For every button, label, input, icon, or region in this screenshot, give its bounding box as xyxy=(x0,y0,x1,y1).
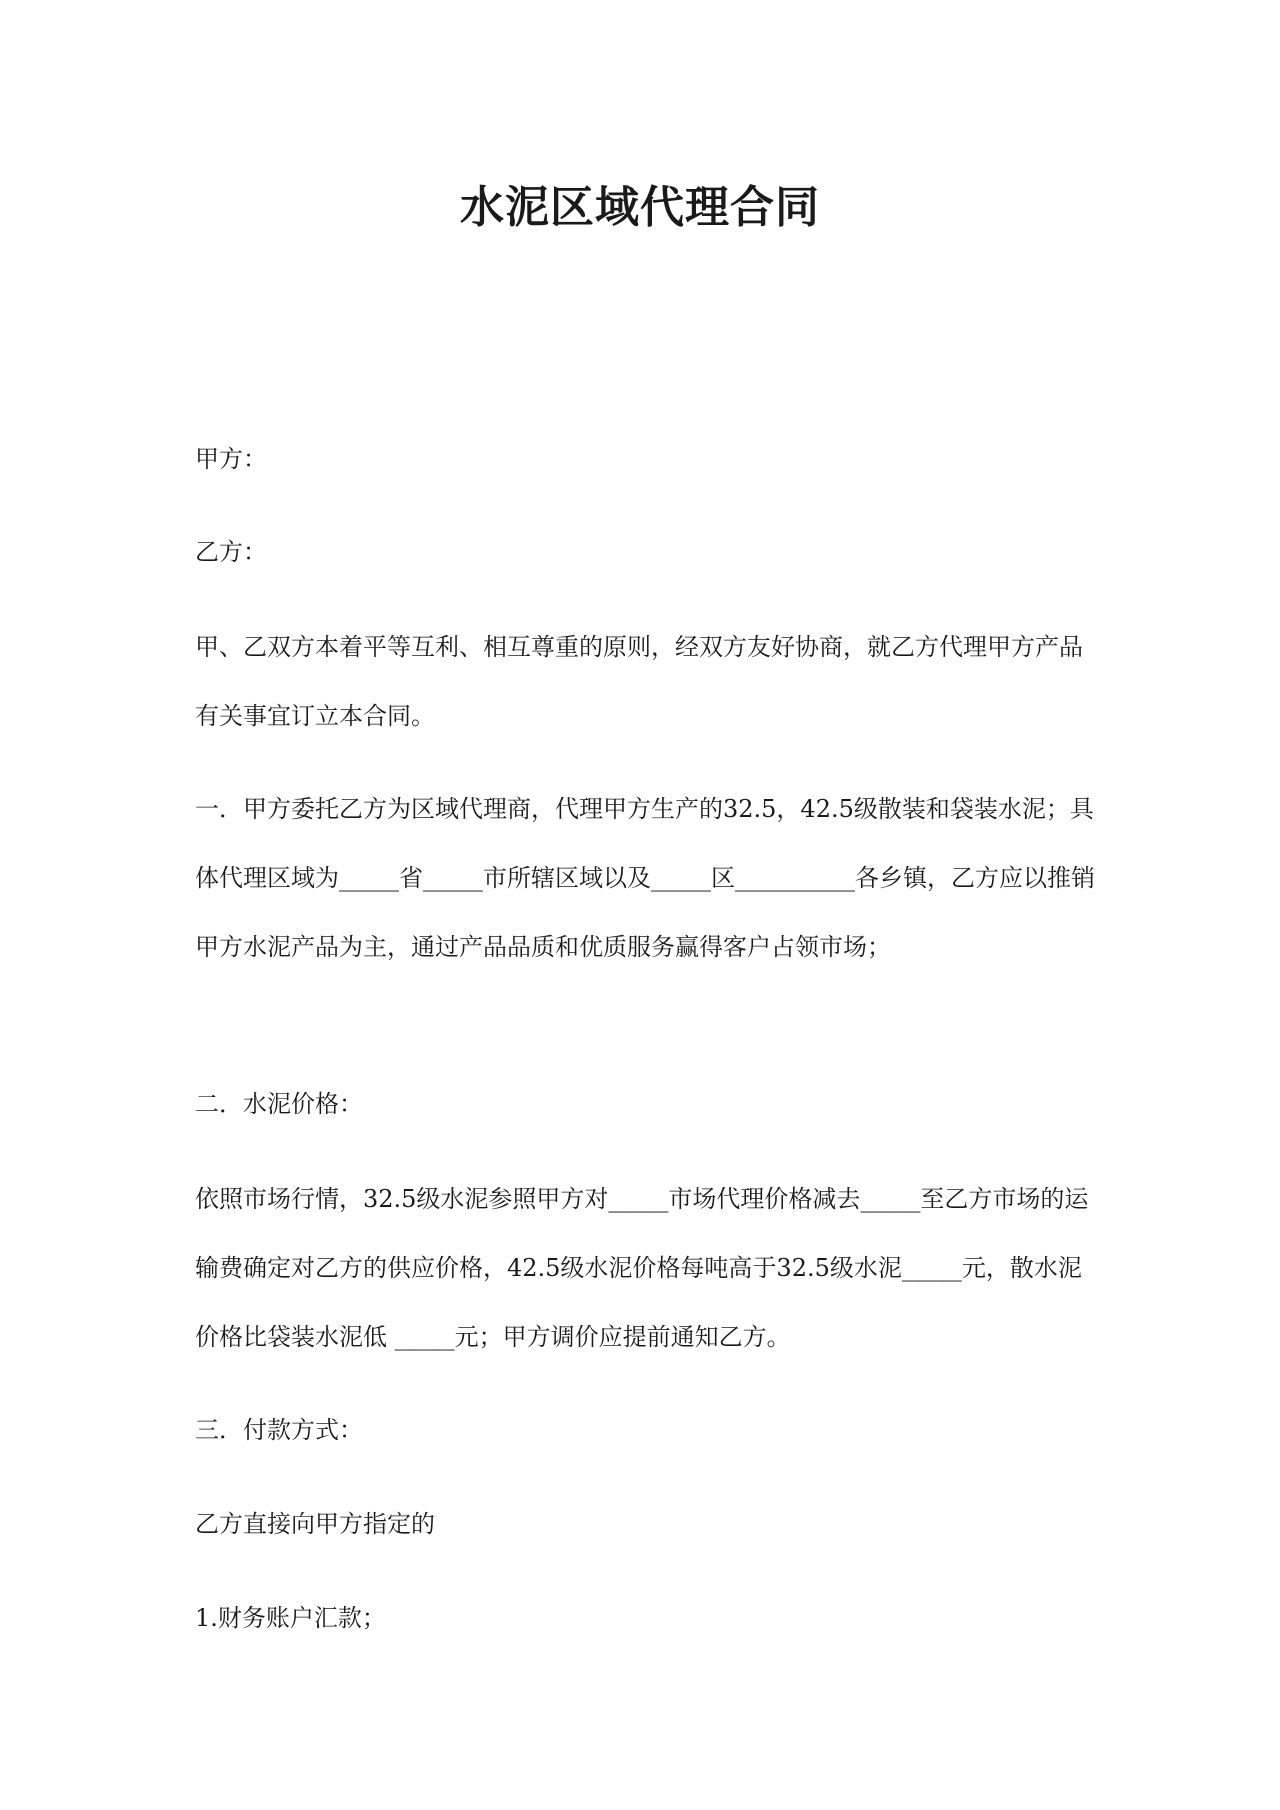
clause-3-heading: 三．付款方式： xyxy=(195,1416,363,1444)
clause-3-intro: 乙方直接向甲方指定的 xyxy=(195,1510,435,1538)
clause-1-paragraph: 一．甲方委托乙方为区域代理商，代理甲方生产的32.5，42.5级散装和袋装水泥；具体代理区域为_____省_____市所辖区域以及_____区__________各乡镇，乙方应以推销甲方水泥产品为主，通过产品品质和优质服务赢得客户占领市场； xyxy=(195,795,1095,961)
party-a-label: 甲方： xyxy=(195,445,267,473)
party-b-label: 乙方： xyxy=(195,538,267,566)
document-title: 水泥区域代理合同 xyxy=(460,182,820,233)
clause-3-item-1: 1.财务账户汇款； xyxy=(195,1604,386,1632)
clause-2-paragraph: 依照市场行情，32.5级水泥参照甲方对_____市场代理价格减去_____至乙方市场的运输费确定对乙方的供应价格，42.5级水泥价格每吨高于32.5级水泥_____元，散水泥价格比袋装水泥低 _____元；甲方调价应提前通知乙方。 xyxy=(195,1185,1089,1351)
intro-paragraph: 甲、乙双方本着平等互利、相互尊重的原则，经双方友好协商，就乙方代理甲方产品有关事宜订立本合同。 xyxy=(195,633,1083,730)
clause-2-heading: 二．水泥价格： xyxy=(195,1090,363,1118)
